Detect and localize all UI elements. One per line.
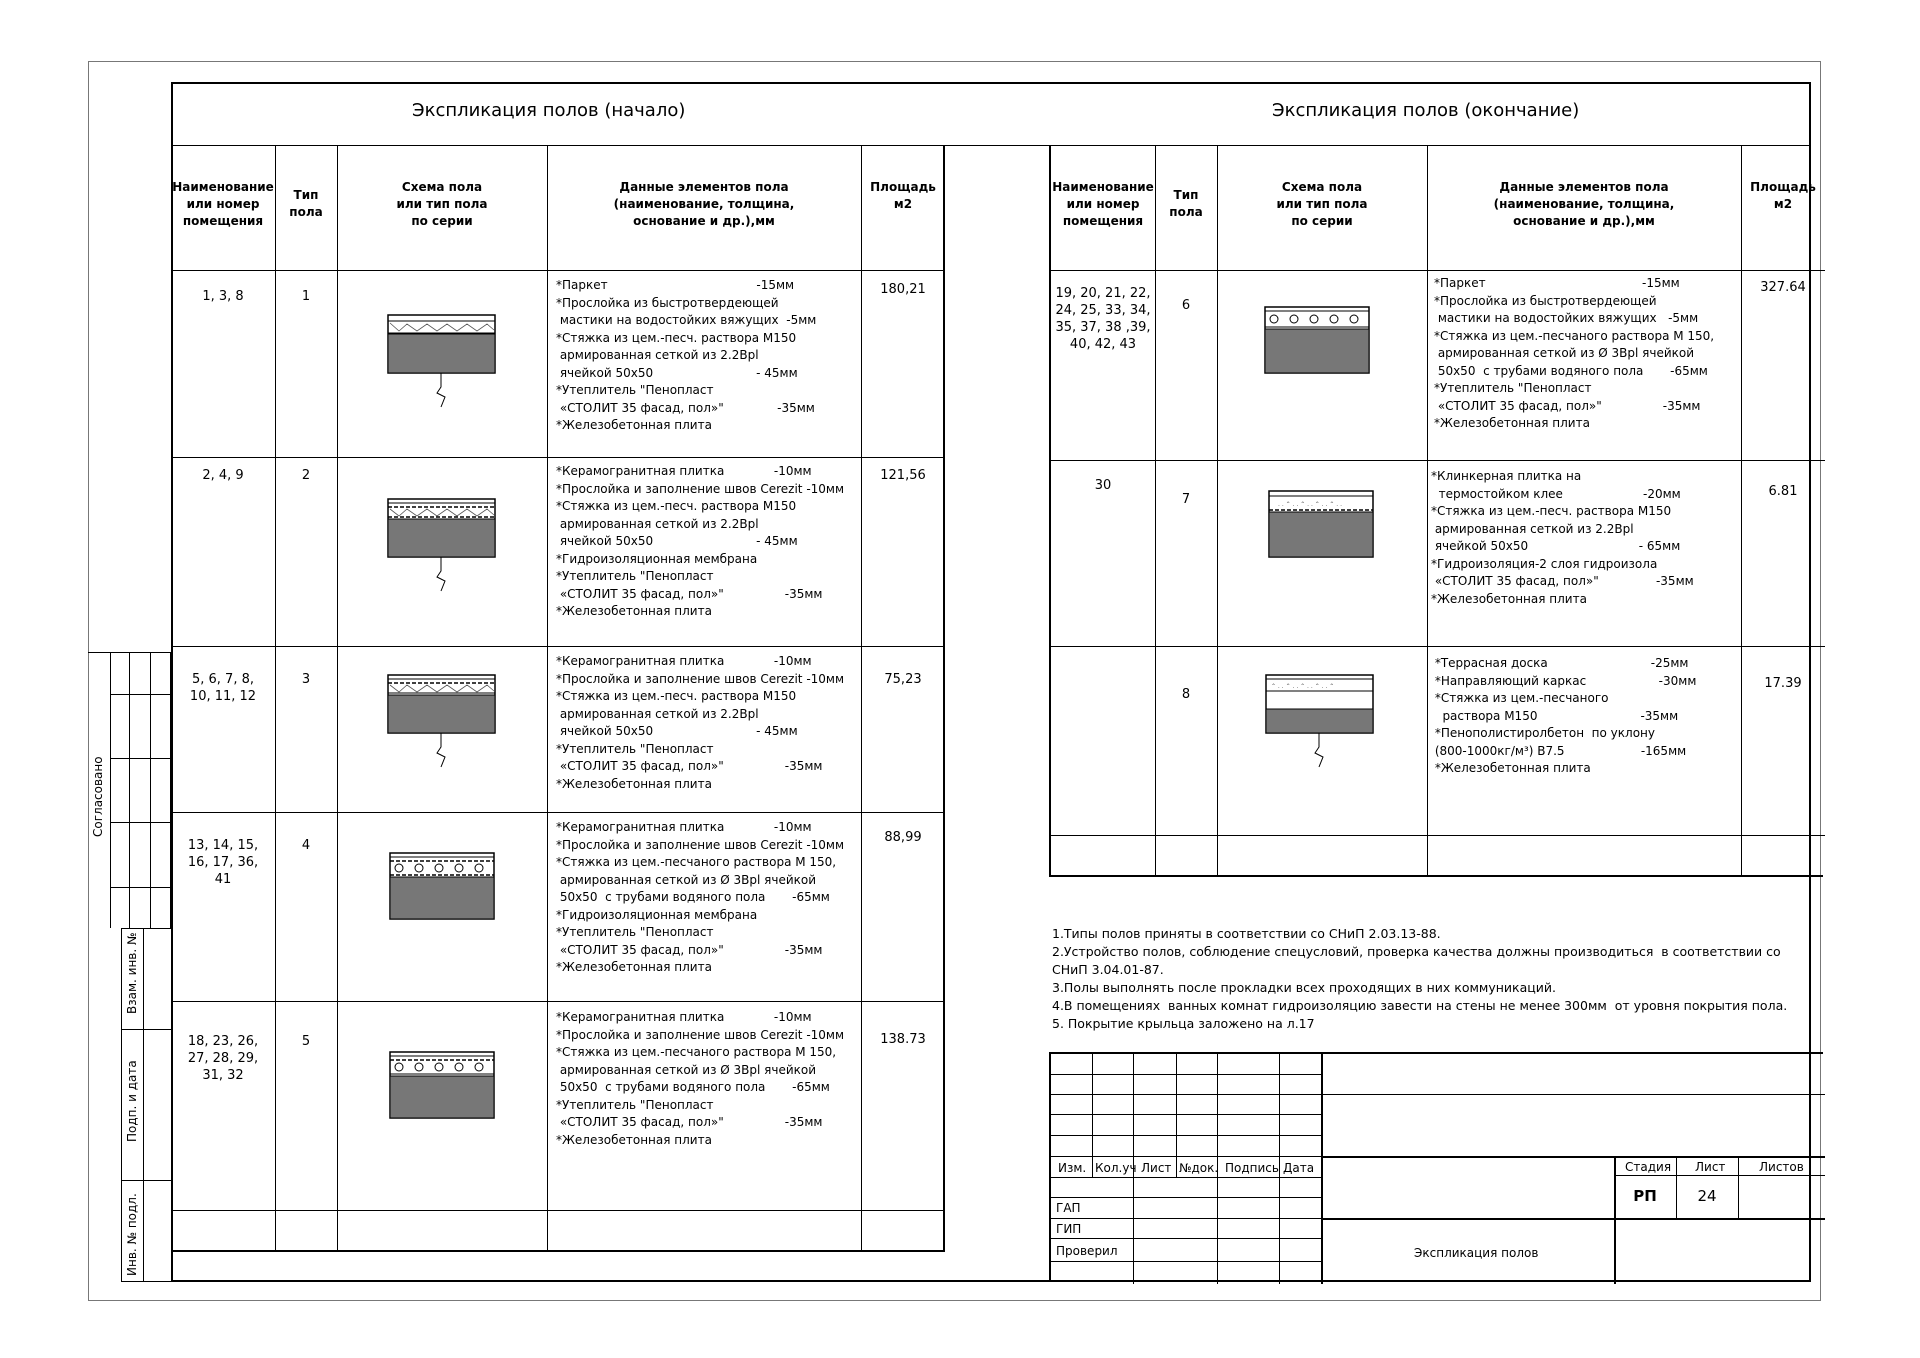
row-line [171,457,945,458]
side-stamp-hline [110,694,171,695]
col-line [275,145,276,1252]
col-header-area: Площадь м2 [870,180,936,211]
tb-row [1051,1114,1321,1115]
left-table [171,145,945,1252]
col-header-type: Тип пола [1169,188,1203,219]
tb-col-doc: №док. [1179,1161,1219,1175]
row-line [171,1001,945,1002]
side-stamp-hline [110,822,171,823]
col-line [1217,145,1218,877]
tb-col [1092,1054,1093,1177]
heated-parquet-floor-diagram [1264,305,1374,377]
table-row-type: 2 [301,468,311,483]
note-1: 1.Типы полов приняты в соответствии со СНиП 2.03.13-88. [1052,926,1441,941]
tb-role-checked: Проверил [1056,1244,1118,1258]
side-stamp-sep [121,1180,171,1181]
tb-col [1321,1054,1323,1284]
col-header-type: Тип пола [289,188,323,219]
table-row-type: 5 [301,1034,311,1049]
tb-col-koluch: Кол.уч [1095,1161,1137,1175]
row-line [1051,835,1825,836]
tb-role-gap: ГАП [1056,1201,1081,1215]
row-line [171,812,945,813]
col-header-area: Площадь м2 [1750,180,1816,211]
tb-row [1051,1218,1321,1219]
tb-col [1176,1054,1177,1177]
row-line [171,270,945,271]
tb-row [1051,1197,1321,1198]
table-row-type: 7 [1181,492,1191,507]
tb-col-list: Лист [1141,1161,1172,1175]
table-row-data: *Керамогранитная плитка -10мм *Прослойка и заполнение швов Cerezit -10мм *Стяжка из цем.-песчаного раствора М 150, армированная сеткой из Ø 3Bpl ячейкой 50х50 с трубами водяного пола -65мм *Утеплитель "Пенопласт «СТОЛИТ 35 фасад, пол»" -35мм *Железобетонная плита [556,1010,845,1147]
tb-row [1321,1218,1825,1220]
table-row-data: *Клинкерная плитка на термостойком клее -20мм *Стяжка из цем.-песч. раствора М150 армированная сеткой из 2.2Bpl ячейкой 50х50 - 65мм *Гидроизоляция-2 слоя гидроизола «СТОЛИТ 35 фасад, пол»" -35мм *Железобетонная плита [1431,469,1694,606]
tb-row [1051,1156,1321,1157]
table-row-type: 3 [301,672,311,687]
side-stamp-sign-date: Подп. и дата [125,1060,139,1142]
table-row-rooms: 1, 3, 8 [202,289,244,304]
terrace-floor-diagram [1265,673,1375,769]
col-line [861,145,862,1252]
tb-role-gip: ГИП [1056,1222,1082,1236]
row-line [171,1210,945,1211]
tb-col-izm: Изм. [1058,1161,1087,1175]
heated-tile-floor-membrane-diagram [389,851,499,923]
tb-row [1051,1238,1321,1239]
note-2: 2.Устройство полов, соблюдение спецусловий, проверка качества должны производиться в соответствии со [1052,944,1781,959]
tb-stage: РП [1633,1187,1657,1205]
tb-row [1051,1135,1321,1136]
side-stamp-lower-col [143,928,144,1282]
tb-stage-label: Стадия [1625,1160,1672,1174]
table-row-data: *Керамогранитная плитка -10мм *Прослойка и заполнение швов Cerezit -10мм *Стяжка из цем.-песч. раствора М150 армированная сеткой из 2.2Bpl ячейкой 50х50 - 45мм *Гидроизоляционная мембрана *Утеплитель "Пенопласт «СТОЛИТ 35 фасад, пол»" -35мм *Железобетонная плита [556,464,845,618]
tb-drawing-name: Экспликация полов [1414,1246,1539,1260]
tb-col-date: Дата [1283,1161,1315,1175]
table-row-rooms: 2, 4, 9 [202,468,244,483]
table-row-data: *Паркет -15мм *Прослойка из быстротвердеющей мастики на водостойких вяжущих -5мм *Стяжка из цем.-песчаного раствора М 150, армированная сеткой из Ø 3Bpl ячейкой 50х50 с трубами водяного пола -65мм *Утеплитель "Пенопласт «СТОЛИТ 35 фасад, пол»" -35мм *Железобетонная плита [1434,276,1715,430]
side-stamp-inv-orig: Инв. № подл. [125,1193,139,1276]
side-stamp-hline [110,887,171,888]
side-stamp-inv-replace: Взам. инв. № [125,932,139,1014]
tb-row [1051,1261,1321,1262]
tb-sheet-label: Лист [1695,1160,1726,1174]
table-row-area: 327.64 [1760,280,1806,295]
table-row-area: 6.81 [1768,484,1798,499]
side-stamp-sep [121,1029,171,1030]
notes [1052,925,1787,1033]
tile-floor-diagram [387,673,497,769]
note-2-cont: СНиП 3.04.01-87. [1052,962,1164,977]
table-row-area: 180,21 [880,282,926,297]
side-stamp-agreed: Согласовано [91,756,105,837]
row-line [1051,646,1825,647]
col-header-rooms: Наименование или номер помещения [172,180,274,228]
right-table [1049,145,1823,877]
table-row-data: *Паркет -15мм *Прослойка из быстротвердеющей мастики на водостойких вяжущих -5мм *Стяжка из цем.-песч. раствора М150 армированная сеткой из 2.2Bpl ячейкой 50х50 - 45мм *Утеплитель "Пенопласт «СТОЛИТ 35 фасад, пол»" -35мм *Железобетонная плита [556,278,817,432]
table-row-rooms: 30 [1094,478,1112,493]
parquet-floor-diagram [387,313,497,409]
table-row-area: 138.73 [880,1032,926,1047]
table-row-type: 6 [1181,298,1191,313]
svg-text:. . ⌃ . . ⌃ . . ⌃ . . ⌃ . .: . . ⌃ . . ⌃ . . ⌃ . . ⌃ . . [1278,501,1342,508]
col-line [337,145,338,1252]
left-table-title: Экспликация полов (начало) [412,100,686,121]
tb-col [1738,1156,1739,1218]
tb-col [1279,1054,1280,1284]
table-row-rooms: 13, 14, 15, 16, 17, 36, 41 [187,838,259,887]
side-stamp-hline [110,758,171,759]
table-row-rooms: 18, 23, 26, 27, 28, 29, 31, 32 [187,1034,259,1083]
table-row-type: 8 [1181,687,1191,702]
side-stamp [88,652,171,1282]
table-row-area: 75,23 [884,672,922,687]
col-header-rooms: Наименование или номер помещения [1052,180,1154,228]
clinker-floor-diagram [1268,489,1378,561]
table-row-data: *Террасная доска -25мм *Направляющий каркас -30мм *Стяжка из цем.-песчаного раствора М150 -35мм *Пенополистиролбетон по уклону (800-1000кг/м³) B7.5 -165мм *Железобетонная плита [1434,656,1697,775]
note-3: 3.Полы выполнять после прокладки всех проходящих в них коммуникаций. [1052,980,1556,995]
svg-text:⌃ . . ⌃ . . ⌃ . . ⌃ . . ⌃: ⌃ . . ⌃ . . ⌃ . . ⌃ . . ⌃ [1271,683,1335,690]
row-line [1051,460,1825,461]
tb-row [1051,1094,1321,1095]
col-header-scheme: Схема пола или тип пола по серии [396,180,488,228]
table-row-type: 4 [301,838,311,853]
heated-tile-floor-diagram [389,1050,499,1122]
note-4: 4.В помещениях ванных комнат гидроизоляцию завести на стены не менее 300мм от уровня покрытия пола. [1052,998,1788,1013]
col-line [1427,145,1428,877]
col-header-data: Данные элементов пола (наименование, толщина, основание и др.),мм [1493,180,1675,228]
col-header-scheme: Схема пола или тип пола по серии [1276,180,1368,228]
tb-col-sign: Подпись [1225,1161,1279,1175]
col-line [1155,145,1156,877]
col-header-data: Данные элементов пола (наименование, толщина, основание и др.),мм [613,180,795,228]
title-block [1049,1052,1823,1282]
table-row-area: 121,56 [880,468,926,483]
table-row-rooms: 19, 20, 21, 22, 24, 25, 33, 34, 35, 37, 38 ,39, 40, 42, 43 [1055,286,1151,352]
table-row-rooms: 5, 6, 7, 8, 10, 11, 12 [189,672,257,704]
col-line [1741,145,1742,877]
table-row-data: *Керамогранитная плитка -10мм *Прослойка и заполнение швов Cerezit -10мм *Стяжка из цем.-песчаного раствора М 150, армированная сеткой из Ø 3Bpl ячейкой 50х50 с трубами водяного пола -65мм *Гидроизоляционная мембрана *Утеплитель "Пенопласт «СТОЛИТ 35 фасад, пол»" -35мм *Железобетонная плита [556,820,845,974]
tb-row [1051,1074,1321,1075]
note-5: 5. Покрытие крыльца заложено на л.17 [1052,1016,1315,1031]
table-row-data: *Керамогранитная плитка -10мм *Прослойка и заполнение швов Cerezit -10мм *Стяжка из цем.-песч. раствора М150 армированная сеткой из 2.2Bpl ячейкой 50х50 - 45мм *Утеплитель "Пенопласт «СТОЛИТ 35 фасад, пол»" -35мм *Железобетонная плита [556,654,845,791]
tb-row [1051,1177,1321,1178]
row-line [171,646,945,647]
table-row-area: 88,99 [884,830,922,845]
tb-sheets-label: Листов [1759,1160,1804,1174]
tb-row [1321,1094,1825,1095]
table-row-type: 1 [301,289,311,304]
right-table-title: Экспликация полов (окончание) [1272,100,1580,121]
tb-sheet: 24 [1697,1187,1717,1205]
tile-floor-membrane-diagram [387,497,497,593]
tb-row [1614,1175,1825,1176]
col-line [547,145,548,1252]
table-row-area: 17.39 [1764,676,1802,691]
row-line [1051,270,1825,271]
